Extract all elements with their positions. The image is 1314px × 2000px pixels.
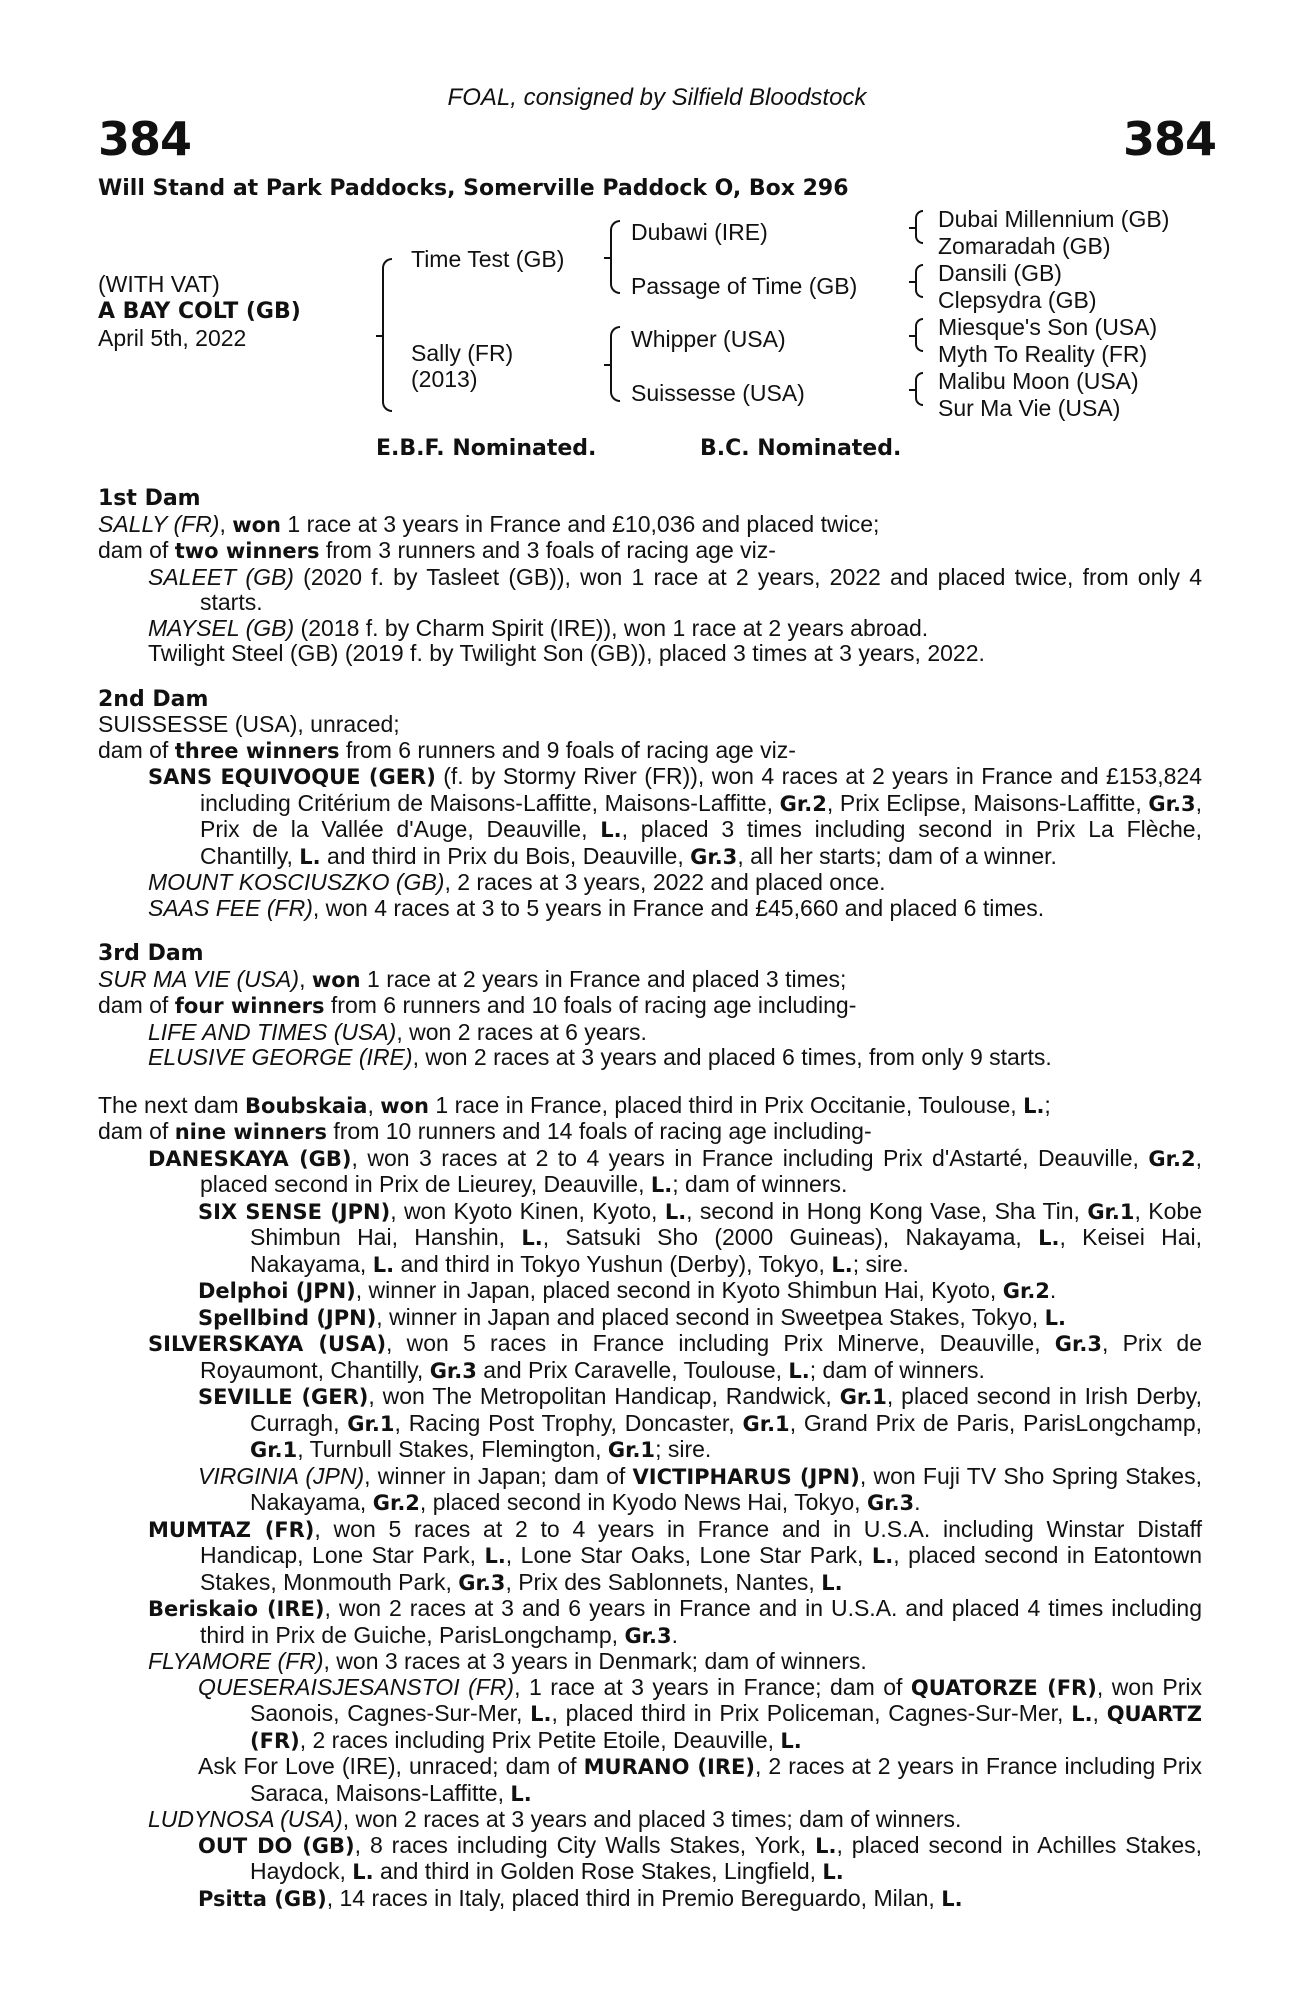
- bold-text: won: [311, 967, 361, 992]
- bold-text: SEVILLE (GER): [198, 1385, 369, 1409]
- bold-text: L.: [821, 1570, 843, 1595]
- text: and third in Golden Rose Stakes, Lingfield,: [373, 1858, 823, 1884]
- bold-text: L.: [1038, 1226, 1060, 1250]
- text: , Kobe Shimbun Hai, Hanshin,: [250, 1197, 1202, 1250]
- bold-text: L.: [664, 1199, 687, 1224]
- italic-text: SAAS FEE (FR): [148, 894, 313, 921]
- text: , Turnbull Stakes, Flemington,: [297, 1436, 608, 1462]
- text: , Keisei Hai, Nakayama,: [250, 1224, 1202, 1277]
- brace-1: [382, 258, 392, 412]
- text: , winner in Japan and placed second in Sweetpea Stakes, Tokyo,: [376, 1303, 1045, 1330]
- bold-text: three winners: [174, 738, 340, 763]
- dam: Sally (FR): [411, 340, 514, 366]
- text: , Satsuki Sho (2000 Guineas), Nakayama,: [542, 1224, 1039, 1250]
- text: , won Prix Saonois, Cagnes-Sur-Mer,: [250, 1673, 1202, 1726]
- bold-text: Delphoi (JPN): [198, 1279, 356, 1303]
- text: from 6 runners and 9 foals of racing age viz-: [339, 736, 796, 763]
- text: , placed second in Achilles Stakes, Haydock,: [250, 1831, 1203, 1884]
- produce-entry: [98, 1464, 1202, 1517]
- produce-entry: [98, 1305, 1202, 1332]
- sire: Time Test (GB): [411, 246, 565, 272]
- bc-nomination: B.C. Nominated.: [700, 436, 902, 461]
- bold-text: L.: [650, 1173, 673, 1197]
- bold-text: Gr.1: [347, 1411, 395, 1436]
- g3-7: Malibu Moon (USA): [938, 368, 1139, 394]
- bold-text: L.: [788, 1358, 810, 1383]
- text: ,: [1092, 1700, 1107, 1726]
- bold-text: L.: [1071, 1702, 1093, 1726]
- bold-text: Gr.2: [1002, 1279, 1050, 1303]
- text: , 14 races in Italy, placed third in Premio Bereguardo, Milan,: [326, 1884, 942, 1911]
- text: , 2 races at 3 years, 2022 and placed once.: [444, 869, 886, 895]
- produce-entry: [98, 565, 1202, 616]
- bold-text: four winners: [174, 994, 325, 1018]
- text: Twilight Steel (GB) (2019 f. by Twilight Son (GB)), placed 3 times at 3 years, 2022.: [148, 640, 985, 666]
- first-dam-produce: [98, 538, 1202, 565]
- produce-entry: [98, 1807, 1202, 1833]
- bold-text: L.: [299, 844, 321, 869]
- bold-text: Gr.3: [624, 1623, 672, 1648]
- text: .: [671, 1621, 679, 1648]
- bold-text: Gr.2: [1148, 1146, 1196, 1171]
- text: and Prix Caravelle, Toulouse,: [476, 1356, 789, 1383]
- bold-text: L.: [372, 1252, 395, 1277]
- text: and third in Tokyo Yushun (Derby), Tokyo,: [394, 1250, 832, 1277]
- bold-text: Spellbind (JPN): [198, 1305, 377, 1330]
- text: dam of: [98, 992, 175, 1018]
- consignor-line: FOAL, consigned by Silfield Bloodstock: [447, 84, 867, 111]
- text: , Racing Post Trophy, Doncaster,: [394, 1409, 743, 1436]
- produce-entry: [98, 1384, 1202, 1464]
- second-dam-produce: [98, 738, 1202, 765]
- g3-8: Sur Ma Vie (USA): [938, 395, 1121, 421]
- text: , Prix Eclipse, Maisons-Laffitte,: [826, 789, 1149, 816]
- italic-text: QUESERAISJESANSTOI (FR): [198, 1673, 515, 1700]
- produce-entry: [98, 1886, 1202, 1913]
- produce-entry: [98, 1331, 1202, 1384]
- text: Ask For Love (IRE), unraced; dam of: [198, 1753, 584, 1779]
- bold-text: MURANO (IRE): [583, 1755, 755, 1779]
- text: and third in Prix du Bois, Deauville,: [320, 842, 691, 869]
- text: , 8 races including City Walls Stakes, York,: [354, 1831, 816, 1858]
- bold-text: DANESKAYA (GB): [148, 1146, 352, 1171]
- produce-entry: [98, 616, 1202, 642]
- text: , won 2 races at 3 years and placed 6 times, from only 9 starts.: [412, 1044, 1052, 1070]
- text: , Lone Star Oaks, Lone Star Park,: [505, 1542, 872, 1568]
- bold-text: L.: [510, 1781, 532, 1806]
- sire-dam: Passage of Time (GB): [631, 273, 858, 299]
- text: , placed second in Prix de Lieurey, Deauville,: [200, 1144, 1202, 1197]
- italic-text: MOUNT KOSCIUSZKO (GB): [148, 869, 445, 895]
- foaling-date: April 5th, 2022: [98, 325, 247, 351]
- text: , placed second in Kyodo News Hai, Tokyo,: [419, 1489, 867, 1515]
- bold-text: two winners: [174, 539, 320, 563]
- text: , 2 races at 2 years in France including Prix Saraca, Maisons-Laffitte,: [250, 1753, 1202, 1806]
- text: , Prix de la Vallée d'Auge, Deauville,: [200, 789, 1202, 842]
- produce-entry: [98, 896, 1202, 922]
- bold-text: L.: [600, 818, 622, 842]
- italic-text: MAYSEL (GB): [148, 614, 295, 641]
- text: ,: [299, 965, 312, 992]
- text: , won Fuji TV Sho Spring Stakes, Nakayama,: [250, 1462, 1202, 1515]
- brace-2a: [610, 220, 620, 294]
- bold-text: VICTIPHARUS (JPN): [632, 1464, 860, 1489]
- text: , won 2 races at 3 years and placed 3 times; dam of winners.: [342, 1806, 962, 1832]
- text: from 10 runners and 14 foals of racing age including-: [326, 1118, 872, 1144]
- bold-text: L.: [815, 1833, 837, 1858]
- sire-sire: Dubawi (IRE): [631, 219, 768, 245]
- text: , won 5 races in France including Prix Minerve, Deauville,: [386, 1330, 1055, 1356]
- text: dam of: [98, 1118, 175, 1144]
- bold-text: L.: [780, 1728, 802, 1753]
- text: , won 2 races at 6 years.: [396, 1018, 647, 1045]
- text: , placed 3 times including second in Prix La Flèche, Chantilly,: [200, 816, 1202, 869]
- text: , won 3 races at 2 to 4 years in France including Prix d'Astarté, Deauville,: [351, 1144, 1149, 1171]
- produce-entry: [98, 1649, 1202, 1675]
- text: (f. by Stormy River (FR)), won 4 races at 2 years in France and £153,824 including Critérium de Maisons-Laffitte, Maisons-Laffitte,: [200, 763, 1202, 816]
- lot-number-right: 384: [1122, 112, 1216, 166]
- g3-2: Zomaradah (GB): [938, 233, 1111, 259]
- text: SUISSESSE (USA), unraced;: [98, 711, 400, 737]
- g3-1: Dubai Millennium (GB): [938, 206, 1170, 232]
- third-dam-heading: 3rd Dam: [98, 941, 204, 966]
- produce-entry: [98, 870, 1202, 896]
- produce-entry: [98, 1020, 1202, 1046]
- bold-text: QUARTZ (FR): [250, 1702, 1202, 1753]
- bold-text: Gr.3: [1054, 1332, 1102, 1356]
- text: (2020 f. by Tasleet (GB)), won 1 race at 2 years, 2022 and placed twice, from only 4 starts.: [200, 563, 1202, 615]
- bold-text: Gr.3: [1148, 791, 1196, 816]
- bold-text: L.: [521, 1226, 543, 1250]
- dam-records: [98, 486, 1202, 1912]
- produce-entry: [98, 641, 1202, 667]
- dam-year: (2013): [411, 366, 478, 392]
- bold-text: won: [380, 1093, 430, 1118]
- produce-entry: [98, 1278, 1202, 1305]
- italic-text: LUDYNOSA (USA): [148, 1806, 343, 1832]
- produce-entry: [98, 1199, 1202, 1279]
- bold-text: L.: [1044, 1305, 1066, 1330]
- text: ,: [219, 510, 233, 537]
- bold-text: L.: [831, 1252, 853, 1277]
- text: , placed second in Irish Derby, Curragh,: [250, 1383, 1202, 1436]
- text: dam of: [98, 537, 175, 563]
- bold-text: won: [232, 512, 282, 537]
- next-dam-line: [98, 1093, 1202, 1120]
- text: , Prix de Royaumont, Chantilly,: [200, 1330, 1202, 1383]
- text: 1 race at 3 years in France and £10,036 and placed twice;: [281, 510, 880, 537]
- text: , all her starts; dam of a winner.: [737, 842, 1057, 869]
- bold-text: SILVERSKAYA (USA): [148, 1332, 387, 1356]
- bold-text: Gr.1: [742, 1411, 790, 1436]
- brace-3a: [915, 210, 923, 244]
- dam-sire: Whipper (USA): [631, 326, 786, 352]
- bold-text: Gr.2: [372, 1491, 420, 1515]
- text: , 1 race at 3 years in France; dam of: [514, 1673, 911, 1700]
- bold-text: Boubskaia: [245, 1093, 368, 1118]
- brace-3b: [915, 264, 923, 298]
- produce-entry: [98, 1146, 1202, 1199]
- italic-text: FLYAMORE (FR): [148, 1648, 324, 1674]
- italic-text: ELUSIVE GEORGE (IRE): [148, 1044, 413, 1070]
- text: ; dam of winners.: [809, 1356, 985, 1383]
- produce-entry: [98, 1045, 1202, 1071]
- text: , winner in Japan; dam of: [364, 1462, 633, 1489]
- second-dam-heading: 2nd Dam: [98, 686, 209, 712]
- produce-entry: [98, 1675, 1202, 1755]
- bold-text: L.: [352, 1860, 374, 1884]
- bold-text: Gr.2: [779, 791, 827, 816]
- lot-number-left: 384: [98, 112, 192, 166]
- text: , placed second in Eatontown Stakes, Monmouth Park,: [200, 1542, 1202, 1595]
- text: , won 5 races at 2 to 4 years in France and in U.S.A. including Winstar Distaff Handicap, Lone Star Park,: [200, 1515, 1202, 1568]
- bold-text: Gr.3: [866, 1491, 915, 1515]
- text: ,: [367, 1091, 381, 1118]
- stand-location: Will Stand at Park Paddocks, Somerville Paddock O, Box 296: [98, 176, 849, 201]
- text: , won Kyoto Kinen, Kyoto,: [390, 1197, 665, 1224]
- brace-3c: [915, 318, 923, 352]
- text: (2018 f. by Charm Spirit (IRE)), won 1 race at 2 years abroad.: [294, 614, 929, 641]
- text: , second in Hong Kong Vase, Sha Tin,: [686, 1197, 1088, 1224]
- g3-5: Miesque's Son (USA): [938, 314, 1158, 340]
- italic-text: LIFE AND TIMES (USA): [148, 1018, 397, 1045]
- g3-6: Myth To Reality (FR): [938, 341, 1148, 367]
- text: , Prix des Sablonnets, Nantes,: [505, 1568, 822, 1595]
- italic-text: SALLY (FR): [98, 510, 220, 537]
- text: , won 4 races at 3 to 5 years in France and £45,660 and placed 6 times.: [312, 894, 1045, 921]
- bold-text: Gr.1: [250, 1438, 298, 1462]
- dam-dam: Suissesse (USA): [631, 380, 805, 406]
- italic-text: SUR MA VIE (USA): [98, 965, 300, 992]
- first-dam-heading: 1st Dam: [98, 486, 201, 511]
- text: 1 race in France, placed third in Prix Occitanie, Toulouse,: [429, 1091, 1024, 1118]
- italic-text: VIRGINIA (JPN): [198, 1462, 365, 1489]
- bold-text: Gr.3: [429, 1358, 477, 1383]
- vat-note: (WITH VAT): [98, 271, 220, 297]
- text: , 2 races including Prix Petite Etoile, Deauville,: [299, 1726, 781, 1753]
- text: ; dam of winners.: [672, 1171, 848, 1197]
- third-dam-line: [98, 967, 1202, 994]
- text: , Grand Prix de Paris, ParisLongchamp,: [789, 1409, 1203, 1436]
- produce-entry: [98, 1517, 1202, 1597]
- text: from 3 runners and 3 foals of racing age viz-: [319, 537, 776, 563]
- text: from 6 runners and 10 foals of racing age including-: [324, 992, 857, 1018]
- bold-text: Psitta (GB): [198, 1886, 327, 1911]
- g3-4: Clepsydra (GB): [938, 287, 1097, 313]
- italic-text: SALEET (GB): [148, 563, 294, 590]
- g3-3: Dansili (GB): [938, 260, 1062, 286]
- text: , placed third in Prix Policeman, Cagnes-Sur-Mer,: [551, 1700, 1072, 1726]
- text: dam of: [98, 736, 175, 763]
- text: ;: [1044, 1091, 1051, 1118]
- bold-text: L.: [484, 1544, 506, 1568]
- text: The next dam: [98, 1091, 246, 1118]
- text: , winner in Japan, placed second in Kyoto Shimbun Hai, Kyoto,: [355, 1277, 1003, 1303]
- next-dam-produce: [98, 1119, 1202, 1146]
- produce-entry: [98, 1754, 1202, 1807]
- bold-text: Gr.3: [458, 1570, 506, 1595]
- first-dam-line: [98, 512, 1202, 539]
- bold-text: MUMTAZ (FR): [148, 1517, 315, 1542]
- produce-entry: [98, 764, 1202, 870]
- bold-text: OUT DO (GB): [198, 1833, 355, 1858]
- brace-3d: [915, 372, 923, 406]
- third-dam-produce: [98, 993, 1202, 1020]
- text: ; sire.: [655, 1436, 712, 1462]
- produce-entry: [98, 1596, 1202, 1649]
- text: ; sire.: [852, 1250, 909, 1277]
- ebf-nomination: E.B.F. Nominated.: [376, 436, 597, 461]
- bold-text: Gr.1: [1087, 1199, 1135, 1224]
- produce-entry: [98, 1833, 1202, 1886]
- horse-name: A BAY COLT (GB): [98, 299, 301, 324]
- second-dam-line: [98, 712, 1202, 738]
- bold-text: Gr.3: [690, 844, 738, 869]
- bold-text: QUATORZE (FR): [910, 1675, 1097, 1700]
- spacer: [98, 1071, 1202, 1093]
- text: , won 3 races at 3 years in Denmark; dam of winners.: [323, 1648, 867, 1674]
- bold-text: Beriskaio (IRE): [148, 1597, 325, 1621]
- bold-text: SIX SENSE (JPN): [198, 1199, 391, 1224]
- bold-text: nine winners: [174, 1120, 327, 1144]
- bold-text: Gr.1: [607, 1438, 656, 1462]
- text: .: [914, 1489, 921, 1515]
- bold-text: SANS EQUIVOQUE (GER): [148, 765, 436, 789]
- bold-text: Gr.1: [839, 1385, 887, 1409]
- text: 1 race at 2 years in France and placed 3 times;: [360, 965, 847, 992]
- bold-text: L.: [822, 1860, 844, 1884]
- brace-2b: [610, 326, 620, 402]
- bold-text: L.: [1023, 1093, 1045, 1118]
- text: , won The Metropolitan Handicap, Randwick,: [368, 1383, 840, 1409]
- text: .: [1049, 1277, 1057, 1303]
- bold-text: L.: [941, 1886, 963, 1911]
- text: , won 2 races at 3 and 6 years in France and in U.S.A. and placed 4 times including third in Prix de Guiche, ParisLongchamp,: [200, 1595, 1202, 1648]
- bold-text: L.: [871, 1544, 894, 1568]
- bold-text: L.: [530, 1702, 552, 1726]
